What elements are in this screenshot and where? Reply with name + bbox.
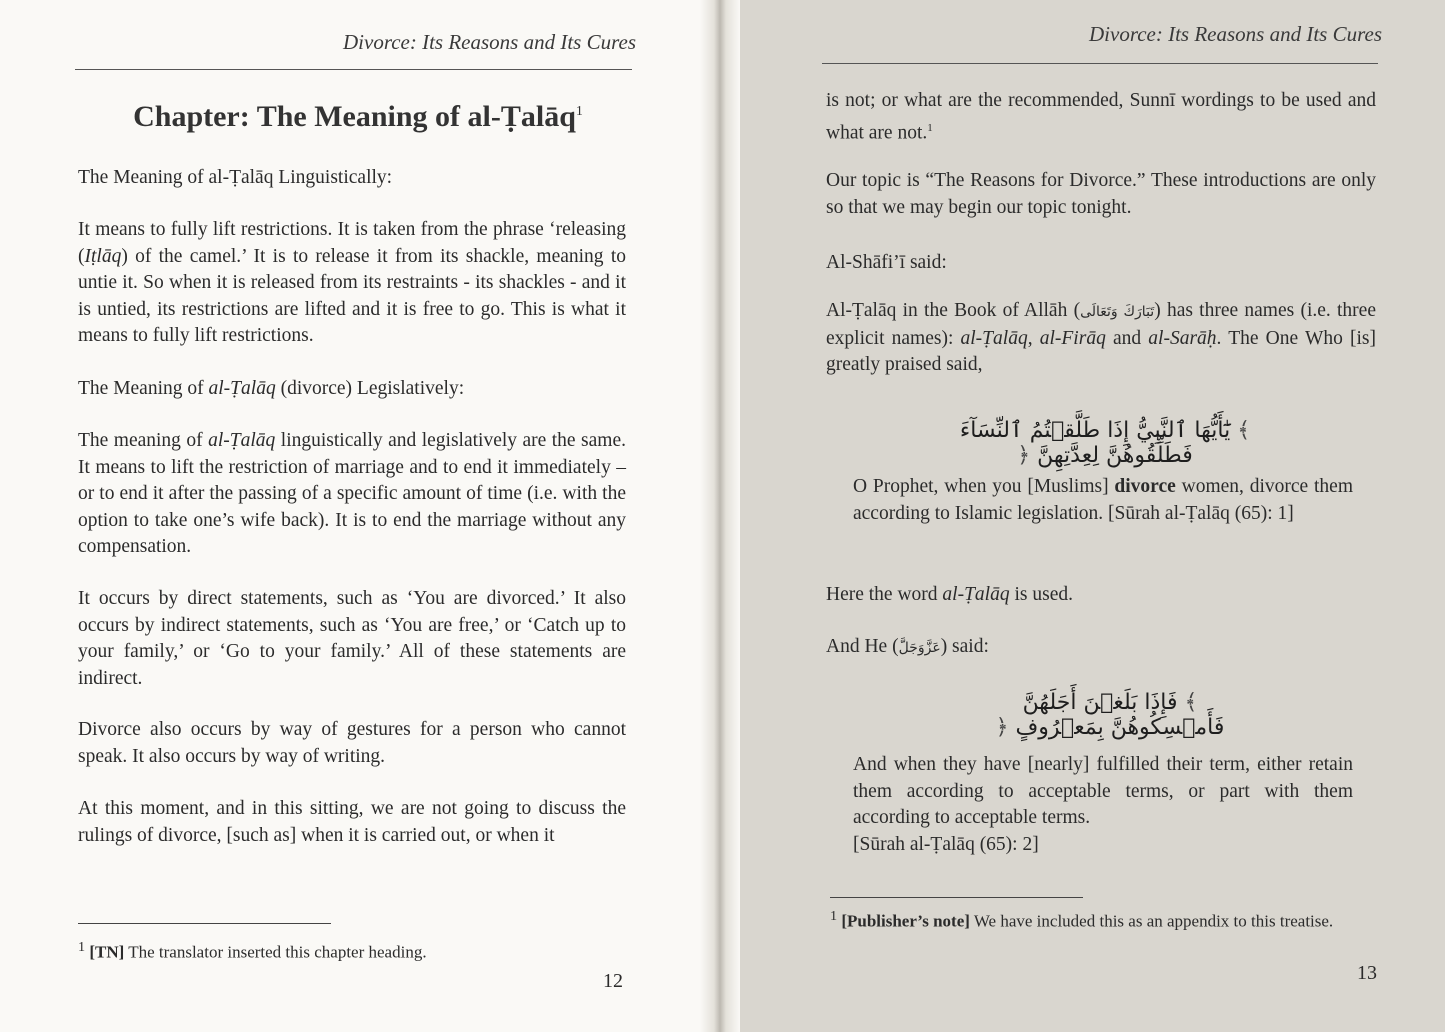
and-he-b: ) said: (940, 636, 989, 657)
paragraph-sitting: At this moment, and in this sitting, we are not going to discuss the rulings of divorce, [such as] when it is carried out, or when it (78, 798, 626, 846)
paragraph-linguistic: It means to fully lift restrictions. It is taken from the phrase ‘releasing (Iṭlāq) of the camel.’ It is to release it from its shackle, meaning to untie it. So when it is released from its restraints - its shackles - and it is untied, its restrictions are lifted and it is free to go. This is what it means to fully lift restrictions. (78, 219, 626, 346)
continuation-footnote-mark: 1 (927, 121, 933, 134)
continuation-text: is not; or what are the recommended, Sunnī wordings to be used and what are not. (826, 90, 1376, 143)
verse-2-close-ornament: ﴿ (995, 715, 1009, 740)
footnote-text: The translator inserted this chapter heading. (124, 942, 427, 962)
running-head: Divorce: Its Reasons and Its Cures (343, 30, 636, 54)
translation-2-ref: [Sūrah al-Ṭalāq (65): 2] (853, 833, 1039, 855)
footnote-right-text: We have included this as an appendix to this treatise. (969, 911, 1334, 931)
translation-2 (853, 752, 1353, 858)
footnote-label: [TN] (89, 942, 125, 962)
translation-1 (853, 474, 1353, 527)
paragraph-topic: Our topic is “The Reasons for Divorce.” These introductions are only so that we may begin our topic tonight. (826, 170, 1376, 218)
paragraph-shafii: Al-Shāfi’ī said: (826, 252, 947, 273)
header-rule (75, 69, 632, 70)
heading-linguistic: The Meaning of al-Ṭalāq Linguistically: (78, 167, 393, 188)
chapter-title (0, 100, 716, 134)
paragraph-statements: It occurs by direct statements, such as ‘You are divorced.’ It also occurs by indirect statements, such as ‘You are free,’ or ‘Catch up to your family,’ or ‘Go to your family.’ All of these statements are indirect. (78, 588, 626, 689)
page-number: 12 (603, 970, 623, 992)
footnote-right (830, 903, 1380, 935)
running-head-right: Divorce: Its Reasons and Its Cures (1089, 22, 1382, 46)
footnote-right-label: [Publisher’s note] (841, 911, 970, 931)
footnote-right-mark: 1 (830, 908, 838, 924)
heading-legislative: The Meaning of al-Ṭalāq (divorce) Legislatively: (78, 378, 465, 399)
honorific-tabaraka: تَبَارَكَ وَتَعَالَى (1080, 304, 1155, 320)
paragraph-legislative: The meaning of al-Ṭalāq linguistically and legislatively are the same. It means to lift the restriction of marriage and to end it immediately – or to end it after the passing of a specific amount of time (i.e. with the option to take one’s wife back). It is to end the marriage without any compensation. (78, 430, 626, 557)
footnote-rule-right (830, 897, 1083, 898)
verse-2-open-ornament: ﴾ (1184, 690, 1198, 715)
quran-verse-2 (965, 690, 1255, 740)
paragraph-word-used: Here the word al-Ṭalāq is used. (826, 584, 1073, 605)
paragraph-gestures: Divorce also occurs by way of gestures for a person who cannot speak. It also occurs by way of writing. (78, 719, 626, 767)
paragraph-continuation (826, 88, 1376, 147)
verse-close-ornament: ﴿ (1017, 443, 1031, 468)
book-gutter (700, 0, 740, 1032)
chapter-footnote-mark: 1 (575, 104, 583, 119)
translation-1-b: women, divorce them according to Islamic legislation. [Sūrah al-Ṭalāq (65): 1] (853, 476, 1353, 524)
and-he-a: And He ( (826, 636, 899, 657)
three-names-text-a: Al-Ṭalāq in the Book of Allāh ( (826, 300, 1081, 321)
translation-1-a: O Prophet, when you [Muslims] (853, 476, 1115, 497)
verse-1-arabic: يَٰٓأَيُّهَا ٱلنَّبِيُّ إِذَا طَلَّقۡتُمُ ٱلنِّسَآءَ فَطَلِّقُوهُنَّ لِعِدَّتِهِنَّ (959, 418, 1231, 468)
paragraph-three-names (826, 298, 1376, 379)
verse-2-arabic: فَإِذَا بَلَغۡنَ أَجَلَهُنَّ فَأَمۡسِكُوهُنَّ بِمَعۡرُوفٍ (1015, 690, 1225, 740)
footnote-mark: 1 (78, 939, 86, 955)
header-rule-right (822, 63, 1378, 64)
honorific-azza: عَزَّوَجَلَّ (898, 640, 941, 656)
page-number-right: 13 (1357, 962, 1377, 984)
translation-1-bold: divorce (1114, 476, 1176, 497)
three-names-text-b: ) has three names (i.e. three explicit names): al-Ṭalāq, al-Firāq and al-Sarāḥ. The One Who [is] greatly praised said, (826, 300, 1377, 375)
verse-open-ornament: ﴾ (1237, 418, 1251, 443)
left-page (0, 0, 716, 1032)
footnote (78, 934, 638, 966)
paragraph-and-he-said (826, 634, 1376, 662)
translation-2-text: And when they have [nearly] fulfilled their term, either retain them according to acceptable terms, or part with them according to acceptable terms. (853, 754, 1353, 828)
footnote-rule (78, 923, 331, 924)
quran-verse-1 (925, 418, 1285, 468)
chapter-title-text: Chapter: The Meaning of al-Ṭalāq (133, 100, 576, 133)
